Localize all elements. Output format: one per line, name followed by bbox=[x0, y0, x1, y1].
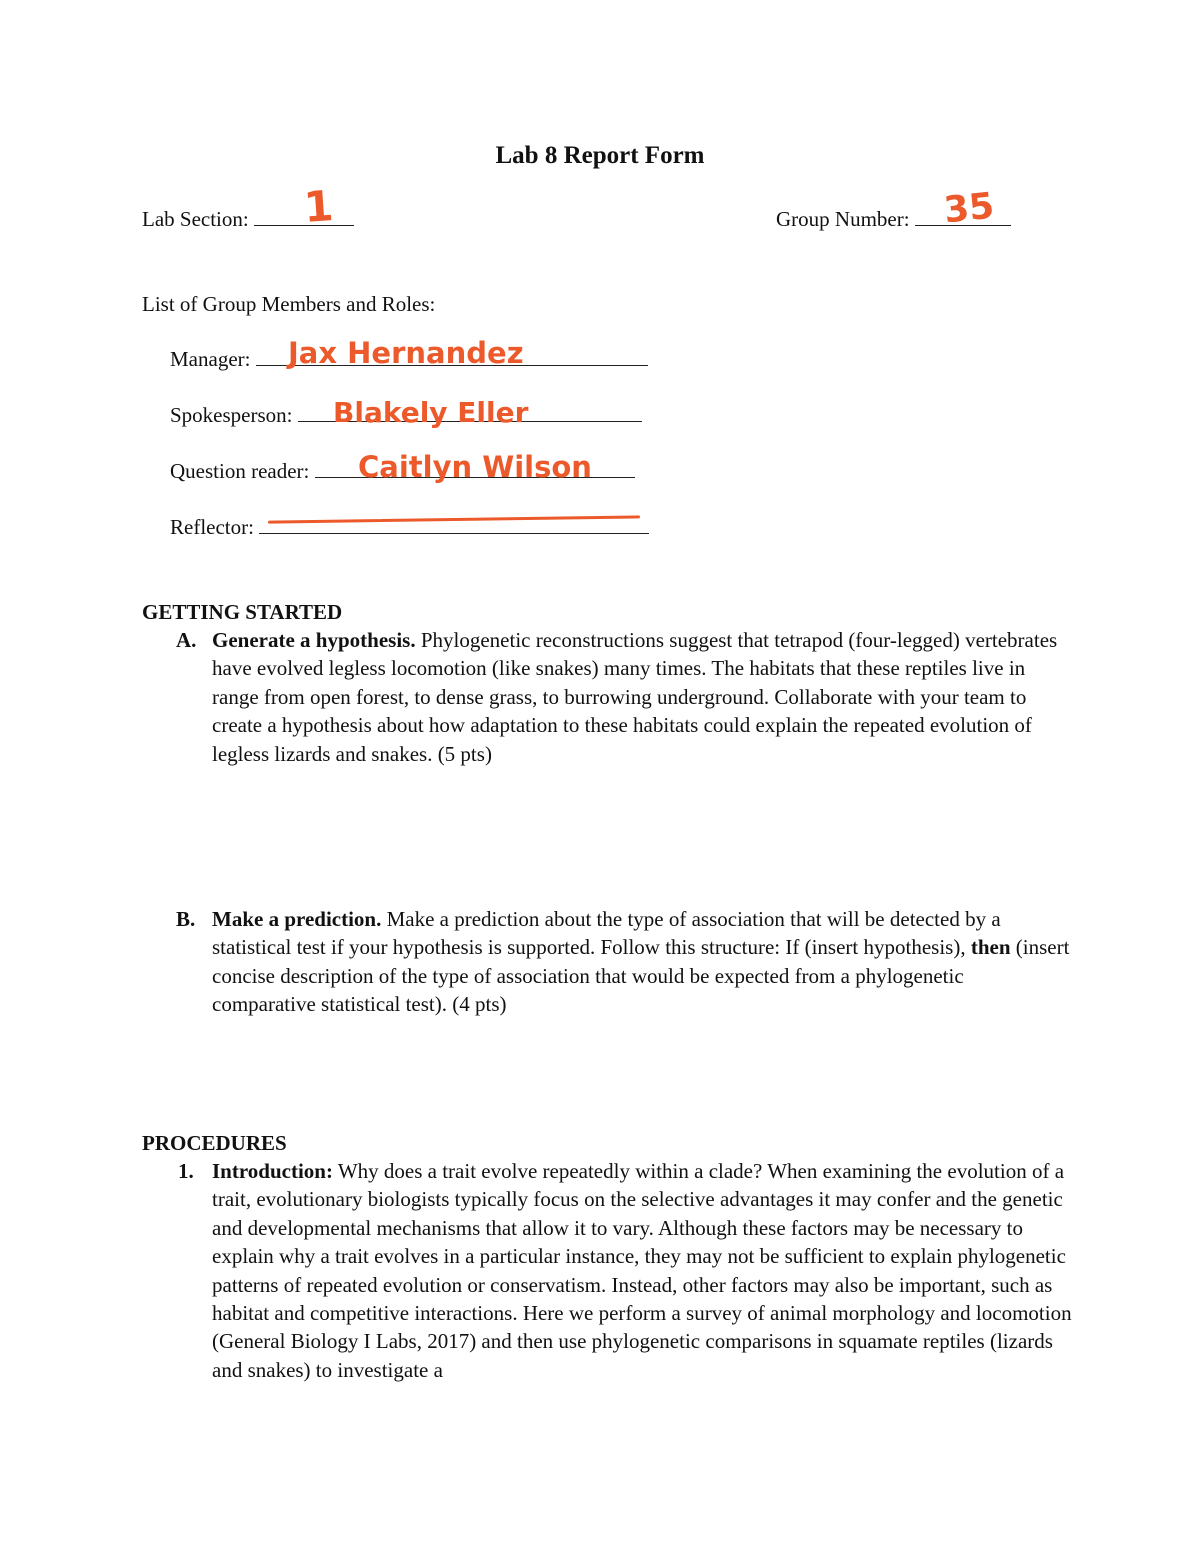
item-1-body: Why does a trait evolve repeatedly within a clade? When examining the evolution of a trait, evolutionary biologists typically focus on the selective advantages it may confer and the genetic and developmental mechanisms that allow it to vary. Although these factors may be necessary to explain why a trait evolves in a particular instance, they may not be sufficient to explain phylogenetic patterns of repeated evolution or conservatism. Instead, other factors may also be important, such as habitat and competitive interactions. Here we perform a survey of animal morphology and locomotion (General Biology I Labs, 2017) and then use phylogenetic comparisons in squamate reptiles (lizards and snakes) to investigate a bbox=[212, 1159, 1072, 1382]
spokesperson-handwritten-name: Blakely Eller bbox=[333, 396, 529, 429]
item-b-marker: B. bbox=[176, 907, 196, 931]
item-1-marker: 1. bbox=[178, 1159, 194, 1183]
page-title: Lab 8 Report Form bbox=[495, 142, 705, 169]
item-b-lead: Make a prediction. bbox=[212, 907, 382, 931]
reflector-label: Reflector: bbox=[170, 515, 254, 539]
group-number-handwritten-value: 35 bbox=[941, 185, 997, 232]
item-b-body-1: Make a prediction about the type of association that will be detected by a statistical test if your hypothesis is supported. Follow this structure: If (insert hypothesis), bbox=[212, 907, 1001, 960]
item-b-then: then bbox=[970, 935, 1011, 960]
getting-started-heading: GETTING STARTED bbox=[142, 600, 343, 624]
item-a-lead: Generate a hypothesis. bbox=[212, 628, 416, 652]
lab-section-blank bbox=[254, 225, 354, 226]
spokesperson-label: Spokesperson: bbox=[170, 403, 293, 427]
item-1-lead: Introduction: bbox=[212, 1159, 333, 1183]
question-reader-label: Question reader: bbox=[170, 459, 310, 483]
item-a-body: Phylogenetic reconstructions suggest that tetrapod (four-legged) vertebrates have evolved legless locomotion (like snakes) many times. The habitats that these reptiles live in range from open forest, to dense grass, to burrowing underground. Collaborate with your team to create a hypothesis about how adaptation to these habitats could explain the repeated evolution of legless lizards and snakes. (5 pts) bbox=[212, 628, 1058, 766]
members-heading: List of Group Members and Roles: bbox=[142, 292, 436, 316]
item-b-text bbox=[212, 905, 1072, 1019]
group-number-label: Group Number: bbox=[776, 207, 910, 231]
lab-section-handwritten-value: 1 bbox=[302, 181, 335, 232]
item-a-marker: A. bbox=[176, 628, 197, 652]
manager-handwritten-name: Jax Hernandez bbox=[288, 336, 524, 370]
procedures-heading: PROCEDURES bbox=[142, 1131, 287, 1155]
item-b-body-2: (insert concise description of the type of association that would be expected from a phylogenetic comparative statistical test). (4 pts) bbox=[212, 935, 1070, 1017]
manager-label: Manager: bbox=[170, 347, 251, 371]
item-a-text bbox=[212, 626, 1072, 768]
question-reader-handwritten-name: Caitlyn Wilson bbox=[358, 450, 592, 484]
reflector-blank bbox=[259, 533, 649, 534]
item-1-text bbox=[212, 1157, 1072, 1384]
lab-section-label: Lab Section: bbox=[142, 207, 249, 231]
